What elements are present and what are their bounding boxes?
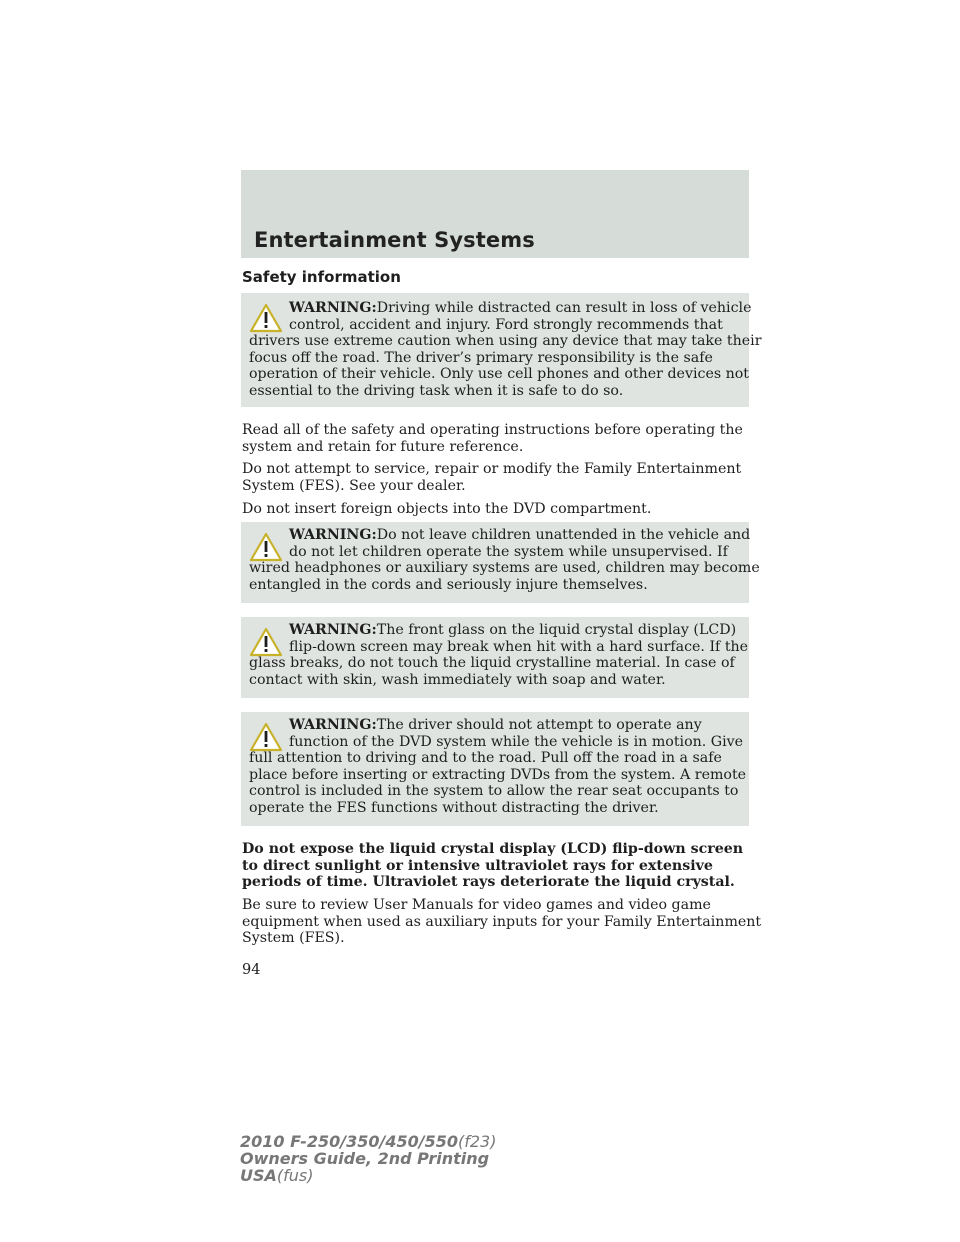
paragraph-line: Do not expose the liquid crystal display (LCD) flip-down screen (242, 841, 744, 857)
warning-line: entangled in the cords and seriously injure themselves. (249, 576, 648, 593)
section-title: Entertainment Systems (254, 228, 535, 252)
warning-triangle-icon (249, 303, 283, 333)
paragraph-line: equipment when used as auxiliary inputs for your Family Entertainment (242, 913, 762, 930)
warning-text (249, 712, 747, 817)
footer-model: 2010 F-250/350/450/550 (240, 1132, 458, 1151)
warning-line: control, accident and injury. Ford strongly recommends that (289, 316, 723, 333)
warning-text (249, 522, 760, 593)
paragraph-line: to direct sunlight or intensive ultraviolet rays for extensive (242, 857, 713, 874)
page-number: 94 (242, 962, 261, 978)
paragraph-line: System (FES). See your dealer. (242, 477, 466, 494)
warning-triangle-icon (249, 627, 283, 657)
warning-line: function of the DVD system while the vehicle is in motion. Give (289, 733, 744, 750)
warning-label: WARNING: (289, 717, 377, 733)
warning-triangle-icon (249, 722, 283, 752)
warning-line: operation of their vehicle. Only use cell phones and other devices not (249, 366, 750, 383)
warning-line: full attention to driving and to the road. Pull off the road in a safe (249, 750, 722, 767)
paragraph-line: System (FES). (242, 930, 345, 947)
paragraph-line: system and retain for future reference. (242, 438, 524, 455)
document-footer (240, 1133, 496, 1184)
paragraph-line: periods of time. Ultraviolet rays deteriorate the liquid crystal. (242, 874, 735, 891)
warning-box (241, 293, 762, 407)
footer-region-code: (fus) (276, 1166, 314, 1185)
warning-line: focus off the road. The driver’s primary responsibility is the safe (249, 349, 713, 366)
footer-model-code: (f23) (458, 1132, 497, 1151)
warning-label: WARNING: (289, 300, 377, 316)
warning-line: wired headphones or auxiliary systems are used, children may become (249, 560, 760, 577)
footer-guide: Owners Guide, 2nd Printing (240, 1149, 490, 1168)
warning-box (241, 712, 749, 826)
paragraph-line: Read all of the safety and operating instructions before operating the (242, 422, 743, 438)
warning-box (241, 617, 749, 698)
warning-line: operate the FES functions without distracting the driver. (249, 799, 659, 816)
warning-line: The driver should not attempt to operate any (376, 717, 702, 733)
warning-line: glass breaks, do not touch the liquid crystalline material. In case of (249, 655, 735, 672)
warning-line: place before inserting or extracting DVDs from the system. A remote (249, 766, 747, 783)
footer-region: USA (240, 1166, 277, 1185)
section-header (241, 170, 749, 258)
paragraph-do-not-service (242, 461, 741, 494)
warning-line: The front glass on the liquid crystal display (LCD) (376, 622, 737, 638)
warning-label: WARNING: (289, 622, 377, 638)
warning-text (249, 617, 749, 688)
paragraph-user-manuals (242, 897, 761, 947)
paragraph-lcd-sunlight (242, 841, 743, 891)
paragraph-line: Do not insert foreign objects into the DVD compartment. (242, 501, 652, 517)
warning-text (249, 293, 762, 400)
paragraph-read-instructions (242, 422, 743, 455)
warning-box (241, 522, 760, 603)
paragraph-foreign-objects (242, 501, 651, 518)
warning-line: essential to the driving task when it is safe to do so. (249, 382, 624, 399)
warning-line: contact with skin, wash immediately with soap and water. (249, 671, 666, 688)
warning-line: drivers use extreme caution when using any device that may take their (249, 333, 762, 350)
warning-line: do not let children operate the system while unsupervised. If (289, 543, 728, 560)
warning-line: Driving while distracted can result in loss of vehicle (376, 300, 752, 316)
paragraph-line: Do not attempt to service, repair or modify the Family Entertainment (242, 461, 742, 477)
warning-triangle-icon (249, 532, 283, 562)
safety-heading: Safety information (242, 268, 401, 286)
warning-line: control is included in the system to allow the rear seat occupants to (249, 783, 739, 800)
warning-line: flip-down screen may break when hit with a hard surface. If the (289, 638, 749, 655)
warning-label: WARNING: (289, 527, 377, 543)
paragraph-line: Be sure to review User Manuals for video games and video game (242, 897, 711, 913)
warning-line: Do not leave children unattended in the vehicle and (376, 527, 751, 543)
